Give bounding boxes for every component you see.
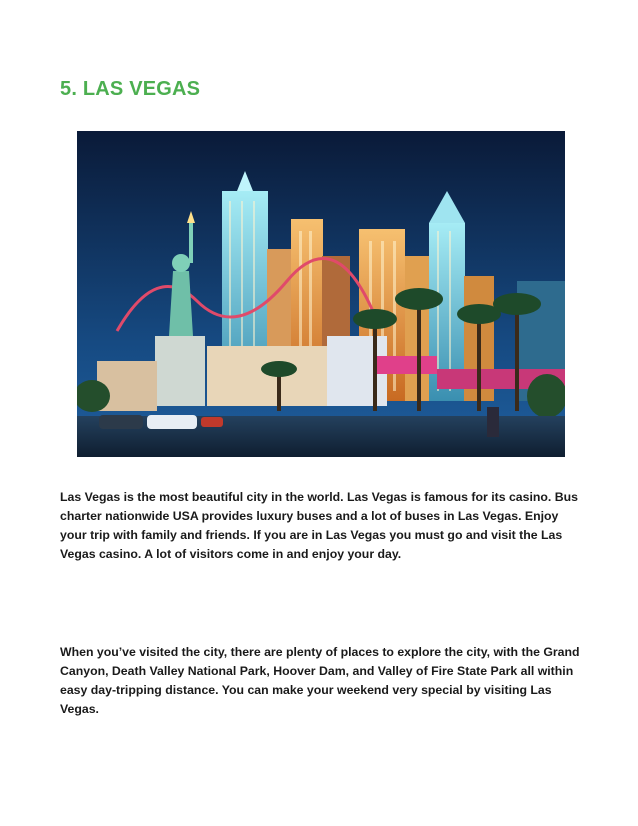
paragraph-attractions: When you’ve visited the city, there are plenty of places to explore the city, with the Grand Canyon, Death Valley National Park, Hoover Dam, and Valley of Fire State Park all within easy day-tripping distance. You can make your weekend very special by visiting Las Vegas. <box>60 645 580 716</box>
cars <box>99 415 223 429</box>
paragraph-intro: Las Vegas is the most beautiful city in the world. Las Vegas is famous for its casino. Bus charter nationwide USA provides luxury buses and a lot of buses in Las Vegas. Enjoy your trip with family and friends. If you are in Las Vegas you must go and visit the Las Vegas casino. A lot of visitors come in and enjoy your day. <box>60 490 578 561</box>
las-vegas-photo <box>77 131 565 457</box>
pedestrian <box>487 407 499 437</box>
section-heading: 5. LAS VEGAS <box>60 78 201 100</box>
